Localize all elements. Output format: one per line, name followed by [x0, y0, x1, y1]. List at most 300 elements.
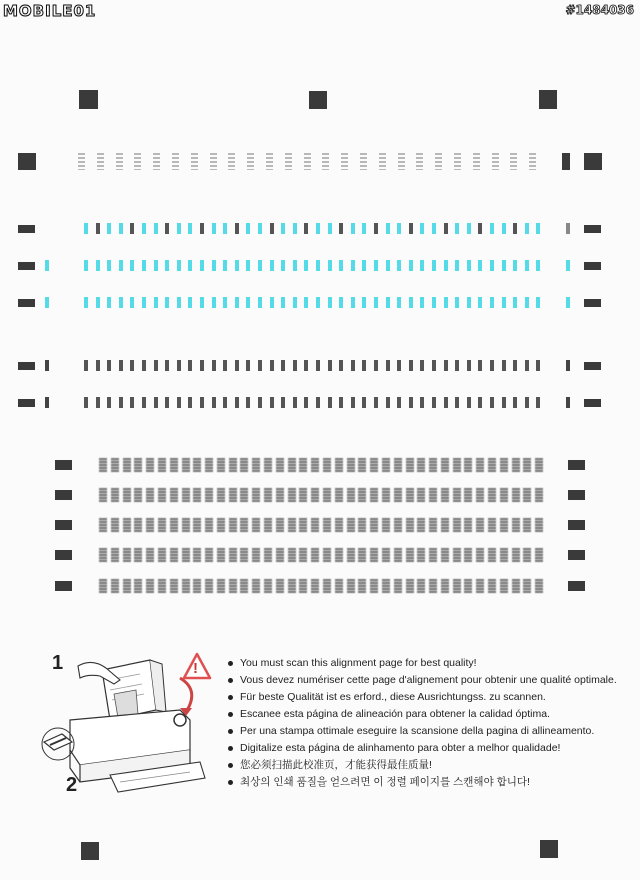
alignment-tick	[229, 458, 237, 472]
alignment-tick	[335, 518, 343, 532]
alignment-tick	[409, 360, 413, 371]
alignment-tick	[97, 153, 104, 170]
alignment-tick	[397, 260, 401, 271]
alignment-tick	[386, 397, 390, 408]
alignment-tick	[347, 458, 355, 472]
alignment-tick	[229, 518, 237, 532]
alignment-tick	[240, 488, 248, 502]
alignment-tick	[420, 260, 424, 271]
band-marker-right	[584, 362, 601, 370]
band-marker-right-thin	[566, 397, 570, 408]
alignment-tick	[358, 488, 366, 502]
alignment-tick	[432, 397, 436, 408]
alignment-tick	[146, 458, 154, 472]
alignment-tick	[193, 488, 201, 502]
alignment-tick	[512, 548, 520, 562]
alignment-tick	[444, 223, 448, 234]
alignment-tick	[374, 297, 378, 308]
alignment-tick	[328, 360, 332, 371]
band-marker-right	[584, 225, 601, 233]
alignment-tick	[281, 223, 285, 234]
alignment-tick	[270, 360, 274, 371]
alignment-tick	[525, 260, 529, 271]
alignment-tick	[467, 397, 471, 408]
alignment-tick	[429, 458, 437, 472]
alignment-tick	[394, 458, 402, 472]
alignment-tick	[177, 360, 181, 371]
alignment-tick	[258, 397, 262, 408]
alignment-tick	[212, 397, 216, 408]
alignment-tick	[288, 488, 296, 502]
band-marker-left-thin	[45, 397, 49, 408]
alignment-tick	[409, 397, 413, 408]
alignment-tick	[205, 488, 213, 502]
alignment-tick	[453, 548, 461, 562]
alignment-tick	[146, 518, 154, 532]
step-1-label: 1	[52, 652, 64, 674]
alignment-tick	[523, 458, 531, 472]
alignment-tick	[464, 518, 472, 532]
alignment-tick	[96, 223, 100, 234]
alignment-tick	[358, 458, 366, 472]
alignment-tick	[536, 260, 540, 271]
alignment-tick	[223, 360, 227, 371]
alignment-tick	[146, 579, 154, 593]
alignment-tick	[406, 518, 414, 532]
band-marker-right	[584, 153, 602, 170]
alignment-tick	[500, 518, 508, 532]
alignment-tick	[339, 360, 343, 371]
alignment-tick	[84, 360, 88, 371]
alignment-tick	[535, 548, 543, 562]
alignment-tick	[512, 518, 520, 532]
alignment-tick	[311, 458, 319, 472]
alignment-tick	[476, 488, 484, 502]
instruction-list	[228, 655, 638, 791]
alignment-tick	[304, 360, 308, 371]
band-marker-left	[55, 490, 72, 500]
registration-mark-top-center	[309, 91, 327, 109]
alignment-tick	[217, 458, 225, 472]
alignment-tick	[281, 260, 285, 271]
band-marker-left-thin	[45, 260, 49, 271]
alignment-pattern-row	[99, 518, 547, 532]
alignment-tick	[444, 360, 448, 371]
alignment-tick	[107, 260, 111, 271]
alignment-tick	[188, 260, 192, 271]
alignment-tick	[429, 579, 437, 593]
alignment-tick	[99, 548, 107, 562]
alignment-tick	[288, 548, 296, 562]
alignment-tick	[335, 488, 343, 502]
band-marker-left-thin	[45, 297, 49, 308]
alignment-tick	[464, 548, 472, 562]
alignment-tick	[382, 458, 390, 472]
arrow-icon	[180, 678, 192, 712]
registration-mark-top-right	[539, 90, 557, 109]
alignment-tick	[406, 579, 414, 593]
alignment-tick	[488, 518, 496, 532]
alignment-tick	[478, 397, 482, 408]
alignment-tick	[119, 260, 123, 271]
alignment-tick	[193, 548, 201, 562]
alignment-tick	[281, 297, 285, 308]
alignment-tick	[188, 397, 192, 408]
alignment-tick	[386, 297, 390, 308]
alignment-tick	[500, 458, 508, 472]
alignment-tick	[328, 397, 332, 408]
alignment-pattern-row	[84, 260, 548, 271]
alignment-tick	[270, 297, 274, 308]
alignment-tick	[119, 397, 123, 408]
alignment-pattern-row	[78, 153, 548, 170]
alignment-tick	[200, 397, 204, 408]
alignment-tick	[304, 297, 308, 308]
alignment-tick	[370, 458, 378, 472]
alignment-tick	[397, 397, 401, 408]
mobile01-logo	[3, 2, 96, 20]
band-marker-left	[18, 299, 35, 307]
instruction-fr: Vous devez numériser cette page d'alignement pour obtenir une qualité optimale.	[228, 672, 638, 689]
alignment-tick	[429, 488, 437, 502]
band-marker-right-thin	[566, 223, 570, 234]
alignment-tick	[525, 223, 529, 234]
alignment-tick	[360, 153, 367, 170]
alignment-tick	[488, 579, 496, 593]
alignment-tick	[235, 360, 239, 371]
alignment-tick	[488, 548, 496, 562]
alignment-tick	[142, 397, 146, 408]
band-marker-left	[18, 153, 36, 170]
alignment-tick	[502, 223, 506, 234]
step-2-label: 2	[66, 774, 78, 796]
alignment-tick	[299, 518, 307, 532]
alignment-tick	[455, 223, 459, 234]
alignment-tick	[205, 458, 213, 472]
alignment-tick	[488, 488, 496, 502]
alignment-tick	[374, 397, 378, 408]
alignment-tick	[84, 397, 88, 408]
alignment-tick	[444, 260, 448, 271]
alignment-tick	[453, 458, 461, 472]
alignment-tick	[212, 297, 216, 308]
alignment-tick	[478, 360, 482, 371]
band-marker-left	[18, 262, 35, 270]
alignment-tick	[299, 548, 307, 562]
alignment-pattern-row	[84, 223, 548, 234]
alignment-tick	[142, 360, 146, 371]
alignment-tick	[492, 153, 499, 170]
alignment-tick	[158, 548, 166, 562]
alignment-tick	[235, 397, 239, 408]
alignment-tick	[247, 153, 254, 170]
alignment-tick	[362, 260, 366, 271]
alignment-tick	[154, 397, 158, 408]
alignment-tick	[464, 488, 472, 502]
alignment-tick	[374, 360, 378, 371]
alignment-tick	[123, 488, 131, 502]
alignment-tick	[170, 579, 178, 593]
alignment-tick	[455, 397, 459, 408]
alignment-tick	[409, 260, 413, 271]
alignment-tick	[130, 260, 134, 271]
alignment-tick	[304, 153, 311, 170]
alignment-tick	[304, 397, 308, 408]
alignment-tick	[99, 458, 107, 472]
alignment-tick	[240, 548, 248, 562]
registration-mark-bottom-right	[540, 840, 558, 858]
alignment-tick	[417, 458, 425, 472]
alignment-tick	[535, 488, 543, 502]
instruction-it: Per una stampa ottimale eseguire la scansione della pagina di allineamento.	[228, 723, 638, 740]
alignment-tick	[288, 518, 296, 532]
alignment-tick	[177, 223, 181, 234]
alignment-tick	[134, 488, 142, 502]
alignment-tick	[536, 223, 540, 234]
alignment-tick	[177, 260, 181, 271]
alignment-tick	[362, 397, 366, 408]
alignment-tick	[525, 360, 529, 371]
alignment-tick	[397, 223, 401, 234]
alignment-tick	[158, 458, 166, 472]
alignment-tick	[535, 518, 543, 532]
alignment-tick	[299, 488, 307, 502]
alignment-tick	[510, 153, 517, 170]
alignment-tick	[217, 488, 225, 502]
alignment-tick	[84, 223, 88, 234]
alignment-tick	[406, 458, 414, 472]
alignment-tick	[432, 223, 436, 234]
alignment-tick	[293, 397, 297, 408]
alignment-tick	[394, 518, 402, 532]
alignment-tick	[223, 223, 227, 234]
band-marker-left	[55, 581, 72, 591]
alignment-tick	[370, 488, 378, 502]
alignment-tick	[246, 397, 250, 408]
alignment-tick	[223, 397, 227, 408]
alignment-tick	[316, 397, 320, 408]
alignment-tick	[252, 548, 260, 562]
alignment-tick	[276, 579, 284, 593]
alignment-tick	[339, 297, 343, 308]
band-marker-left	[55, 550, 72, 560]
alignment-tick	[235, 223, 239, 234]
alignment-tick	[500, 548, 508, 562]
alignment-tick	[210, 153, 217, 170]
alignment-tick	[134, 518, 142, 532]
alignment-tick	[154, 223, 158, 234]
alignment-tick	[130, 297, 134, 308]
alignment-tick	[328, 260, 332, 271]
alignment-tick	[270, 223, 274, 234]
alignment-tick	[235, 297, 239, 308]
alignment-tick	[246, 297, 250, 308]
alignment-tick	[416, 153, 423, 170]
alignment-tick	[96, 297, 100, 308]
alignment-tick	[417, 518, 425, 532]
alignment-tick	[134, 153, 141, 170]
alignment-tick	[429, 518, 437, 532]
alignment-tick	[502, 260, 506, 271]
alignment-tick	[397, 360, 401, 371]
alignment-tick	[347, 488, 355, 502]
alignment-tick	[490, 297, 494, 308]
watermark-id: #1484036	[565, 3, 634, 17]
alignment-tick	[536, 360, 540, 371]
alignment-tick	[316, 297, 320, 308]
alignment-tick	[229, 548, 237, 562]
alignment-tick	[464, 458, 472, 472]
alignment-tick	[188, 360, 192, 371]
alignment-tick	[293, 360, 297, 371]
alignment-tick	[535, 579, 543, 593]
alignment-tick	[177, 397, 181, 408]
alignment-tick	[205, 518, 213, 532]
band-marker-right	[584, 262, 601, 270]
alignment-tick	[165, 397, 169, 408]
alignment-tick	[191, 153, 198, 170]
alignment-tick	[335, 579, 343, 593]
alignment-tick	[252, 579, 260, 593]
alignment-tick	[441, 458, 449, 472]
alignment-tick	[473, 153, 480, 170]
band-marker-right	[568, 490, 585, 500]
alignment-tick	[266, 153, 273, 170]
alignment-tick	[322, 153, 329, 170]
band-marker-left	[55, 460, 72, 470]
band-marker-left	[18, 399, 35, 407]
band-marker-right-thin	[566, 360, 570, 371]
instruction-zh: 您必须扫描此校准页，才能获得最佳质量!	[228, 757, 638, 774]
alignment-tick	[362, 223, 366, 234]
alignment-tick	[119, 360, 123, 371]
alignment-tick	[158, 579, 166, 593]
alignment-tick	[229, 579, 237, 593]
alignment-tick	[382, 518, 390, 532]
alignment-tick	[379, 153, 386, 170]
alignment-tick	[500, 488, 508, 502]
alignment-tick	[523, 579, 531, 593]
alignment-tick	[111, 548, 119, 562]
alignment-tick	[116, 153, 123, 170]
alignment-tick	[188, 223, 192, 234]
alignment-tick	[441, 488, 449, 502]
instruction-es: Escanee esta página de alineación para obtener la calidad óptima.	[228, 706, 638, 723]
band-marker-right-thin	[566, 260, 570, 271]
alignment-tick	[513, 223, 517, 234]
instruction-pt: Digitalize esta página de alinhamento para obter a melhor qualidade!	[228, 740, 638, 757]
alignment-tick	[146, 488, 154, 502]
alignment-tick	[130, 360, 134, 371]
alignment-tick	[370, 548, 378, 562]
alignment-tick	[158, 518, 166, 532]
alignment-tick	[246, 223, 250, 234]
alignment-tick	[235, 260, 239, 271]
alignment-tick	[111, 579, 119, 593]
alignment-tick	[455, 297, 459, 308]
registration-mark-bottom-left	[81, 842, 99, 860]
alignment-tick	[111, 518, 119, 532]
alignment-tick	[394, 488, 402, 502]
alignment-tick	[358, 518, 366, 532]
alignment-tick	[142, 260, 146, 271]
alignment-tick	[409, 223, 413, 234]
alignment-tick	[417, 579, 425, 593]
alignment-tick	[264, 488, 272, 502]
band-marker-left	[55, 520, 72, 530]
alignment-tick	[158, 488, 166, 502]
alignment-tick	[370, 579, 378, 593]
alignment-tick	[205, 579, 213, 593]
alignment-tick	[409, 297, 413, 308]
alignment-tick	[397, 297, 401, 308]
alignment-tick	[142, 297, 146, 308]
alignment-tick	[258, 223, 262, 234]
alignment-tick	[177, 297, 181, 308]
alignment-tick	[490, 260, 494, 271]
alignment-tick	[111, 488, 119, 502]
alignment-tick	[429, 548, 437, 562]
alignment-tick	[165, 297, 169, 308]
alignment-tick	[323, 488, 331, 502]
alignment-tick	[420, 360, 424, 371]
alignment-tick	[293, 260, 297, 271]
registration-mark-top-left	[79, 90, 98, 109]
alignment-tick	[246, 360, 250, 371]
alignment-tick	[182, 579, 190, 593]
alignment-tick	[165, 223, 169, 234]
alignment-tick	[200, 297, 204, 308]
alignment-tick	[386, 360, 390, 371]
alignment-tick	[502, 397, 506, 408]
alignment-tick	[258, 360, 262, 371]
alignment-tick	[182, 488, 190, 502]
alignment-tick	[316, 223, 320, 234]
alignment-tick	[362, 297, 366, 308]
alignment-tick	[512, 488, 520, 502]
alignment-tick	[153, 153, 160, 170]
alignment-tick	[476, 548, 484, 562]
alignment-tick	[96, 397, 100, 408]
alignment-tick	[240, 458, 248, 472]
alignment-tick	[382, 548, 390, 562]
alignment-tick	[335, 458, 343, 472]
alignment-tick	[453, 518, 461, 532]
alignment-tick	[374, 260, 378, 271]
alignment-tick	[293, 223, 297, 234]
alignment-tick	[502, 297, 506, 308]
alignment-tick	[341, 153, 348, 170]
alignment-tick	[500, 579, 508, 593]
alignment-tick	[420, 223, 424, 234]
alignment-tick	[84, 297, 88, 308]
alignment-tick	[351, 260, 355, 271]
band-marker-right	[568, 581, 585, 591]
alignment-tick	[488, 458, 496, 472]
alignment-tick	[107, 223, 111, 234]
alignment-tick	[99, 518, 107, 532]
alignment-tick	[323, 458, 331, 472]
scan-illustration	[40, 650, 220, 805]
alignment-pattern-row	[84, 297, 548, 308]
alignment-tick	[476, 458, 484, 472]
alignment-tick	[335, 548, 343, 562]
alignment-tick	[123, 518, 131, 532]
alignment-tick	[193, 579, 201, 593]
alignment-tick	[351, 360, 355, 371]
alignment-tick	[406, 548, 414, 562]
alignment-tick	[107, 397, 111, 408]
